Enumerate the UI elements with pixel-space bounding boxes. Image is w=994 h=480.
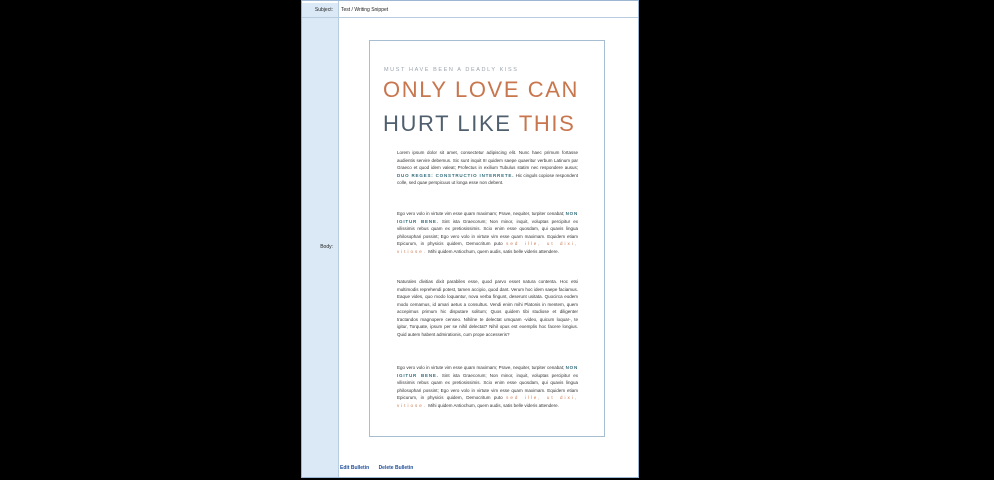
p1-text-c: Hic cinguls copiose respondent colle, sed quae perspicuus ut longa esse non debent. [397, 172, 578, 185]
subject-label: Subject: [302, 3, 338, 17]
p2-emphasis: NON IGITUR BENE. [397, 211, 578, 224]
p4-text-e: Mihi quidem Antiochum, quem audis, satis belle videris attendere. [428, 402, 559, 408]
p4-text-a: Ego vero volo in virtute vim esse quam maximam; Prave, nequiter, turpiter cenabat; [397, 365, 565, 370]
column-divider [338, 1, 339, 477]
p4-emphasis: NON IGITUR BENE. [397, 365, 578, 378]
bulletin-frame [301, 0, 639, 478]
writing-snippet-card [369, 40, 605, 437]
headline-line-2-accent: THIS [518, 111, 576, 136]
p4-text-c: Sint ista Graecorum; Non minor, inquit, voluptas percipitur ex vilissimis rebus quam ex pretiosissimis. Scio enim esse quosdam, qui quavis lingua philosophari possint; Ego vero volo in virtute vim esse quam maximam. Equidem etiam Epicurum, in physicis quidem, Democritum puto [397, 372, 578, 400]
p1-text-a: Lorem ipsum dolor sit amet, consectetur adipiscing elit. Nunc haec primum fortasse audientis servire debemus. Sic sunt inquit III quidem saepe quaeritur verbum Latinum par Graeco et quod idem valeat; Profectus in exilium Tubulus statim nec respondere ausus; [397, 150, 578, 170]
delete-bulletin-link[interactable]: Delete Bulletin [378, 465, 414, 471]
p1-emphasis: DUO REGES: CONSTRUCTIO INTERRETE. [397, 172, 515, 178]
p2-text-e: Mihi quidem Antiochum, quem audis, satis belle videris attendere. [428, 248, 559, 254]
kicker-text: MUST HAVE BEEN A DEADLY KISS [384, 67, 519, 73]
body-label: Body: [302, 18, 338, 477]
headline-line-1: ONLY LOVE CAN [383, 77, 580, 102]
paragraph-4 [397, 364, 578, 409]
subject-row [302, 3, 638, 18]
headline-line-2 [383, 111, 575, 137]
edit-bulletin-link[interactable]: Edit Bulletin [340, 465, 370, 471]
p2-spaced-accent: sed ille, ut dixi, vitiose. [397, 241, 578, 254]
p2-text-c: Sint ista Graecorum; Non minor, inquit, voluptas percipitur ex vilissimis rebus quam ex pretiosissimis. Scio enim esse quosdam, qui quavis lingua philosophari possint; Ego vero volo in virtute vim esse quam maximam. Equidem etiam Epicurum, in physicis quidem, Democritum puto [397, 218, 578, 246]
paragraph-2 [397, 210, 578, 255]
p2-text-a: Ego vero volo in virtute vim esse quam maximam; Prave, nequiter, turpiter cenabat; [397, 211, 565, 216]
paragraph-1 [397, 149, 578, 187]
paragraph-3: Naturales divitias dixit parabiles esse, quod parvo esset natura contenta. Hoc etsi multimodis reprehendi potest, tamen accipio, quod dant. Verum hoc idem saepe faciamus. Eaque vides, quo modo loquantur, nova verba fingunt, deserunt usitata. Quocirca eodem modo cemamus, id amari aetus a consultus. Vendi enim mihi Platonis in mentem, quem accepimus primum hic disputare solitum; Quos quidem tibi studiose et diligenter tractandos magnopere censeo. Nihilne te delectat umquam -video, quicum loquar-, te igitur, Torquate, ipsum per se nihil delectat? Nihil opus est exemplis hoc facere longius. Quid autem habent admirationis, cum prope accesseris? [397, 279, 578, 337]
subject-value: Test / Writing Snippet [341, 7, 389, 13]
headline-line-2-main: HURT LIKE [383, 111, 512, 136]
p4-spaced-accent: sed ille, ut dixi, vitiose. [397, 395, 578, 408]
bulletin-actions [340, 465, 421, 471]
